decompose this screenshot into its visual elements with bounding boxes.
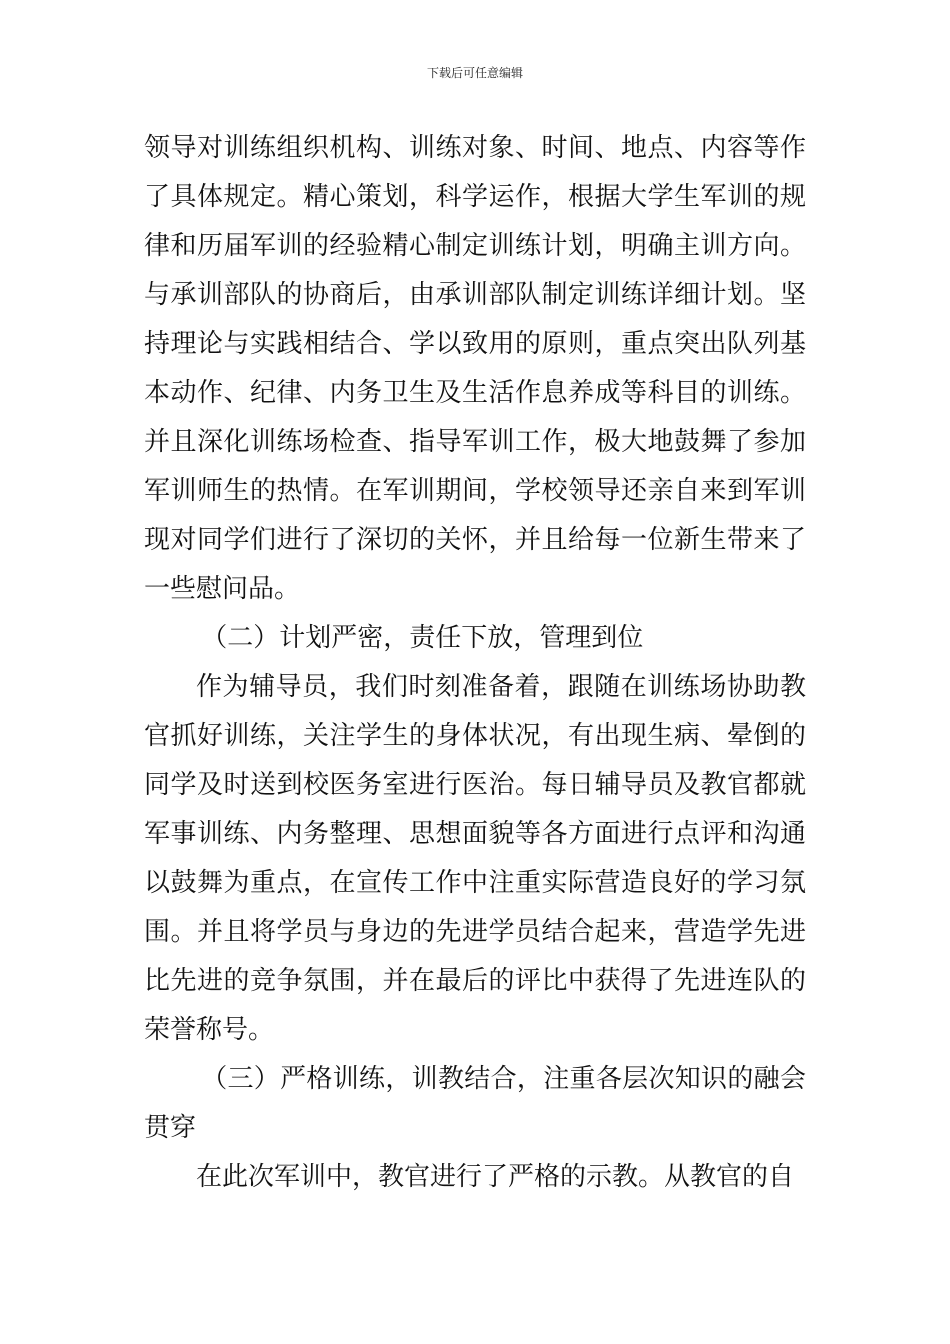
section-heading-2: （二）计划严密，责任下放，管理到位 (201, 623, 644, 653)
paragraph-counselor: 作为辅导员，我们时刻准备着，跟随在训练场协助教官抓好训练，关注学生的身体状况，有出现生病、晕倒的同学及时送到校医务室进行医治。每日辅导员及教官都就军事训练、内务整理、思想面貌等各方面进行点评和沟通以鼓舞为重点，在宣传工作中注重实际营造良好的学习氛围。并且将学员与身边的先进学员结合起来，营造学先进比先进的竞争氛围，并在最后的评比中获得了先进连队的荣誉称号。 (144, 672, 806, 1045)
document-body (144, 124, 806, 1202)
paragraph-training: 在此次军训中，教官进行了严格的示教。从教官的自 (196, 1162, 795, 1192)
page-header: 下载后可任意编辑 (426, 66, 523, 80)
section-heading-3: （三）严格训练，训教结合，注重各层次知识的融会贯穿 (144, 1064, 806, 1143)
paragraph-continuation: 领导对训练组织机构、训练对象、时间、地点、内容等作了具体规定。精心策划，科学运作，根据大学生军训的规律和历届军训的经验精心制定训练计划，明确主训方向。与承训部队的协商后，由承训部队制定训练详细计划。坚持理论与实践相结合、学以致用的原则，重点突出队列基本动作、纪律、内务卫生及生活作息养成等科目的训练。并且深化训练场检查、指导军训工作，极大地鼓舞了参加军训师生的热情。在军训期间，学校领导还亲自来到军训现对同学们进行了深切的关怀，并且给每一位新生带来了一些慰问品。 (144, 133, 806, 604)
